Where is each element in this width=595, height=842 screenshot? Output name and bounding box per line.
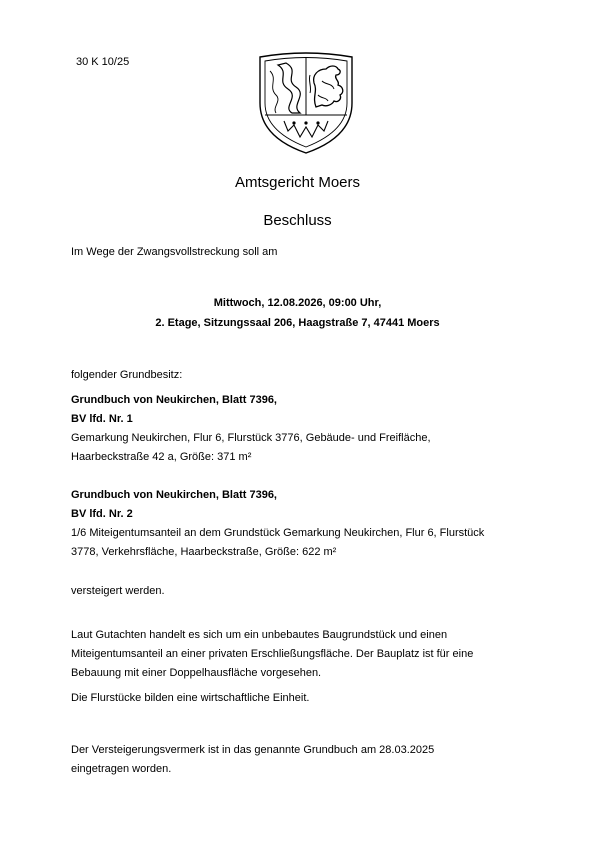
property-1 bbox=[71, 391, 551, 467]
property-description: 1/6 Miteigentumsanteil an dem Grundstück Gemarkung Neukirchen, Flur 6, Flurstück bbox=[71, 527, 485, 539]
register-paragraph bbox=[71, 741, 551, 779]
auction-location: 2. Etage, Sitzungssaal 206, Haagstraße 7, 47441 Moers bbox=[155, 317, 440, 329]
property-description: Haarbeckstraße 42 a, Größe: 371 m² bbox=[71, 451, 252, 463]
property-subtitle: BV lfd. Nr. 2 bbox=[71, 508, 133, 520]
report-line: Laut Gutachten handelt es sich um ein unbebautes Baugrundstück und einen bbox=[71, 629, 448, 641]
coat-of-arms-icon bbox=[256, 51, 356, 155]
auction-phrase: versteigert werden. bbox=[71, 585, 165, 597]
case-number: 30 K 10/25 bbox=[76, 56, 130, 68]
register-line: Der Versteigerungsvermerk ist in das genannte Grundbuch am 28.03.2025 bbox=[71, 744, 435, 756]
unit-note: Die Flurstücke bilden eine wirtschaftliche Einheit. bbox=[71, 692, 310, 704]
auction-date: Mittwoch, 12.08.2026, 09:00 Uhr, bbox=[213, 297, 382, 309]
register-line: eingetragen worden. bbox=[71, 763, 172, 775]
property-description: Gemarkung Neukirchen, Flur 6, Flurstück 3776, Gebäude- und Freifläche, bbox=[71, 432, 431, 444]
property-title: Grundbuch von Neukirchen, Blatt 7396, bbox=[71, 394, 277, 406]
court-name: Amtsgericht Moers bbox=[234, 174, 361, 191]
property-2 bbox=[71, 486, 551, 562]
document-heading: Beschluss bbox=[263, 212, 332, 229]
report-line: Bebauung mit einer Doppelhausfläche vorgesehen. bbox=[71, 667, 322, 679]
property-description: 3778, Verkehrsfläche, Haarbeckstraße, Größe: 622 m² bbox=[71, 546, 337, 558]
intro-text: Im Wege der Zwangsvollstreckung soll am bbox=[71, 246, 278, 258]
property-title: Grundbuch von Neukirchen, Blatt 7396, bbox=[71, 489, 277, 501]
property-subtitle: BV lfd. Nr. 1 bbox=[71, 413, 133, 425]
report-paragraph bbox=[71, 626, 551, 683]
report-line: Miteigentumsanteil an einer privaten Erschließungsfläche. Der Bauplatz ist für eine bbox=[71, 648, 474, 660]
property-intro: folgender Grundbesitz: bbox=[71, 369, 183, 381]
